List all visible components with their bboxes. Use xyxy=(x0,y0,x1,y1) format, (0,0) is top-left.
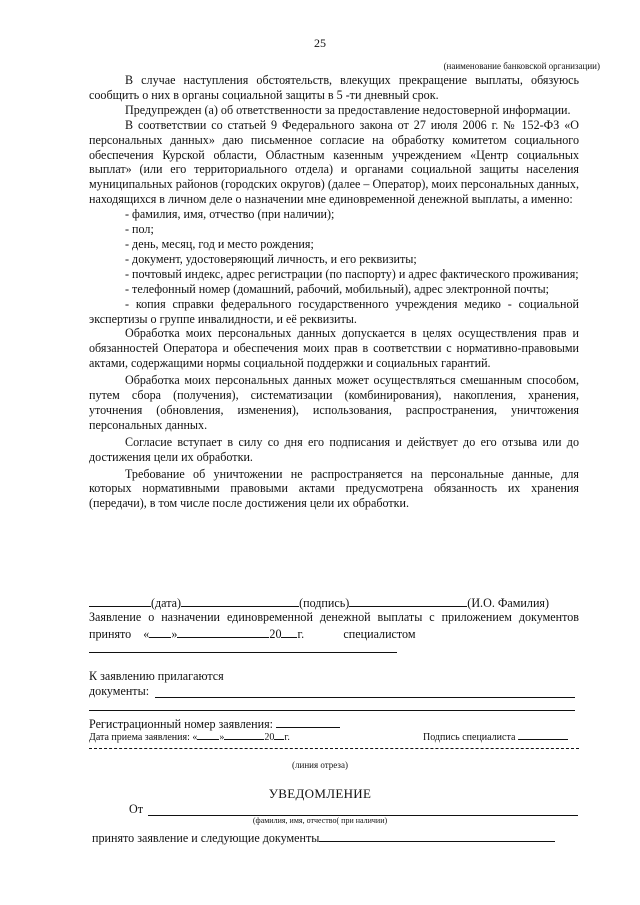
specialist-signature-field[interactable] xyxy=(518,729,568,740)
fio-caption: (фамилия, имя, отчество( при наличии) xyxy=(252,816,388,825)
paragraph: В соответствии со статьей 9 Федерального закона от 27 июля 2006 г. № 152-ФЗ «О персональных данных» даю письменное согласие на обработку комитетом социального обеспечения Курской области, Областным казенным учреждением «Центр социальных выплат» (или его территориального отдела) и органами социальной защиты населения муниципальных районов (городских округов) (далее – Оператор), моих персональных данных, находящихся в личном деле о назначении мне единовременной денежной выплаты, а именно: xyxy=(89,117,579,207)
notice-title: УВЕДОМЛЕНИЕ xyxy=(268,786,372,801)
paragraph: Обработка моих персональных данных может осуществляться смешанным способом, путем сбора (получения), систематизации (комбинирования), накопления, хранения, уточнения (обновления, изменения), использования, распространения, уничтожения персональных данных. xyxy=(89,373,579,432)
signature-line[interactable] xyxy=(181,594,299,607)
paragraph: Согласие вступает в силу со дня его подписания и действует до его отзыва или до достижения цели их обработки. xyxy=(89,434,579,464)
specialist-signature-label: Подпись специалиста xyxy=(423,732,516,743)
name-line[interactable] xyxy=(349,594,467,607)
list-item: - документ, удостоверяющий личность, и его реквизиты; xyxy=(125,251,417,266)
paragraph: Обработка моих персональных данных допускается в целях осуществления прав и обязанностей Оператора и обеспечения моих прав в соответствии с нормативно-правовыми актами, содержащими нормы социальной поддержки и социальных гарантий. xyxy=(89,326,579,371)
documents-field-2[interactable] xyxy=(89,710,575,711)
documents-label: документы: xyxy=(89,684,150,698)
document-body xyxy=(89,73,579,511)
signature-row xyxy=(89,594,549,611)
application-text: Заявление о назначении единовременной денежной выплаты с приложением документов принято xyxy=(89,610,579,641)
accepted-text: принято заявление и следующие документы xyxy=(92,831,320,845)
paragraph: Требование об уничтожении не распространяется на персональные данные, для которых нормативными правовыми актами предусмотрена обязанность их хранения (передачи), в том числе после достижения цели их обработки. xyxy=(89,466,579,511)
list-item: - копия справки федерального государственного учреждения медико - социальной экспертизы о группе инвалидности, и её реквизиты. xyxy=(89,296,579,326)
cut-line xyxy=(89,748,579,749)
page-number: 25 xyxy=(314,36,326,50)
date-received-label: Дата приема заявления: « xyxy=(89,732,198,743)
application-role: специалистом xyxy=(343,627,416,641)
cut-line-label: (линия отреза) xyxy=(292,760,348,770)
accepted-row xyxy=(92,829,555,846)
application-month-field[interactable] xyxy=(177,625,269,638)
date-received-suffix: г. xyxy=(284,732,290,743)
application-date-open: « xyxy=(143,627,150,641)
date-line[interactable] xyxy=(89,594,151,607)
specialist-line[interactable] xyxy=(89,652,397,653)
list-item: - почтовый индекс, адрес регистрации (по паспорту) и адрес фактического проживания; xyxy=(125,266,579,281)
list-item: - фамилия, имя, отчество (при наличии); xyxy=(125,207,335,222)
name-label: (И.О. Фамилия) xyxy=(467,596,550,610)
application-date-close: » xyxy=(171,627,178,641)
received-year-field[interactable] xyxy=(274,729,284,740)
date-received-row xyxy=(89,729,290,743)
list-item: - день, месяц, год и место рождения; xyxy=(125,236,314,251)
paragraph: Предупрежден (а) об ответственности за предоставление недостоверной информации. xyxy=(125,102,571,117)
application-block xyxy=(89,610,579,642)
application-day-field[interactable] xyxy=(149,625,171,638)
received-month-field[interactable] xyxy=(224,729,264,740)
from-label: От xyxy=(129,802,144,816)
attachments-label: К заявлению прилагаются xyxy=(89,669,224,683)
date-received-year: 20 xyxy=(264,732,275,743)
date-received-close: » xyxy=(219,732,225,743)
documents-field[interactable] xyxy=(155,697,575,698)
list-item: - телефонный номер (домашний, рабочий, мобильный), адрес электронной почты; xyxy=(125,281,549,296)
date-label: (дата) xyxy=(151,596,182,610)
signature-label: (подпись) xyxy=(299,596,350,610)
application-year-suffix: г. xyxy=(297,627,305,641)
accepted-documents-field[interactable] xyxy=(319,829,555,842)
paragraph: В случае наступления обстоятельств, влекущих прекращение выплаты, обязуюсь сообщить о них в органы социальной защиты в 5 -ти дневный срок. xyxy=(89,73,579,102)
list-item: - пол; xyxy=(125,222,154,237)
registration-label: Регистрационный номер заявления: xyxy=(89,717,274,731)
registration-number-field[interactable] xyxy=(276,715,340,728)
application-year: 20 xyxy=(269,627,282,641)
bank-caption: (наименование банковской организации) xyxy=(443,61,600,71)
application-year-field[interactable] xyxy=(281,625,297,638)
received-day-field[interactable] xyxy=(197,729,219,740)
specialist-signature-row xyxy=(423,729,568,743)
